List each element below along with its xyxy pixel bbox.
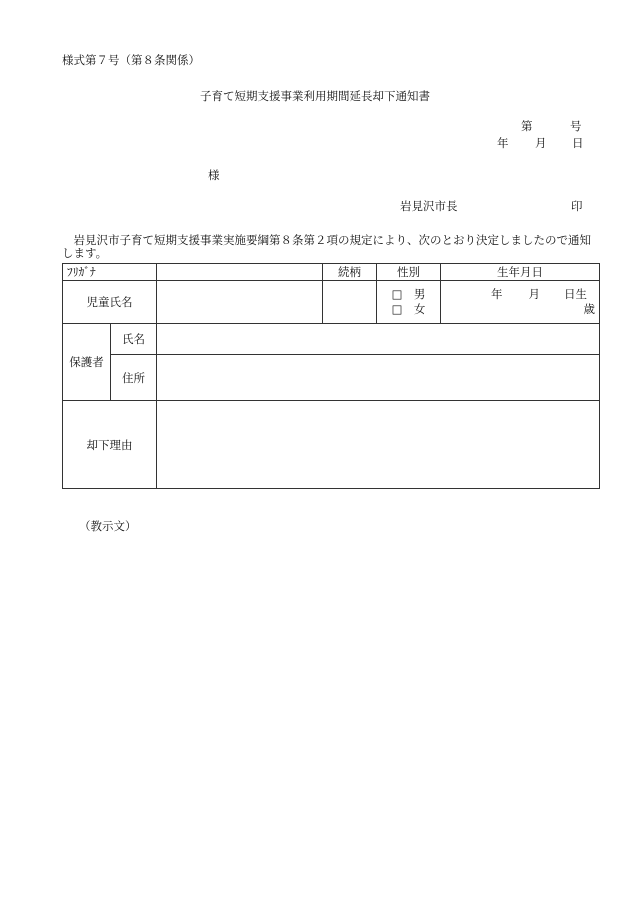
gender-header: 性別 xyxy=(377,264,441,281)
guardian-name-label: 氏名 xyxy=(111,324,157,355)
number-prefix: 第 xyxy=(521,119,533,133)
rejection-reason-field[interactable] xyxy=(157,401,600,489)
addressee-suffix: 様 xyxy=(208,168,220,182)
child-name-field[interactable] xyxy=(157,281,323,324)
seal-mark: 印 xyxy=(571,199,583,213)
relation-header: 続柄 xyxy=(323,264,377,281)
guardian-name-field[interactable] xyxy=(157,324,600,355)
date-year-label: 年 xyxy=(497,136,509,150)
age-label: 歳 xyxy=(583,302,595,316)
furigana-label: ﾌﾘｶﾞﾅ xyxy=(63,264,157,281)
furigana-field[interactable] xyxy=(157,264,323,281)
body-paragraph: 岩見沢市子育て短期支援事業実施要綱第８条第２項の規定により、次のとおり決定しましたので通知します。 xyxy=(62,233,591,260)
child-name-label: 児童氏名 xyxy=(63,281,157,324)
guardian-label: 保護者 xyxy=(63,324,111,401)
guardian-address-label: 住所 xyxy=(111,355,157,401)
guardian-address-field[interactable] xyxy=(157,355,600,401)
date-month-label: 月 xyxy=(535,136,547,150)
date-day-label: 日 xyxy=(572,136,584,150)
relation-field[interactable] xyxy=(323,281,377,324)
number-suffix: 号 xyxy=(570,119,582,133)
birthdate-header: 生年月日 xyxy=(441,264,600,281)
birth-year-label: 年 xyxy=(491,287,503,301)
issuer-name: 岩見沢市長 xyxy=(400,199,458,213)
birth-month-label: 月 xyxy=(528,287,540,301)
birth-day-label: 日生 xyxy=(564,287,587,301)
birthdate-line xyxy=(445,287,595,302)
birthdate-field[interactable] xyxy=(441,281,600,324)
gender-options[interactable] xyxy=(377,281,441,324)
gender-female-checkbox[interactable]: □ 女 xyxy=(391,302,426,316)
gender-male-checkbox[interactable]: □ 男 xyxy=(391,287,426,301)
application-table xyxy=(62,263,600,489)
instruction-label: （教示文） xyxy=(79,519,137,533)
document-title: 子育て短期支援事業利用期間延長却下通知書 xyxy=(200,89,430,103)
form-number-label: 様式第７号（第８条関係） xyxy=(62,53,200,67)
rejection-reason-label: 却下理由 xyxy=(63,401,157,489)
